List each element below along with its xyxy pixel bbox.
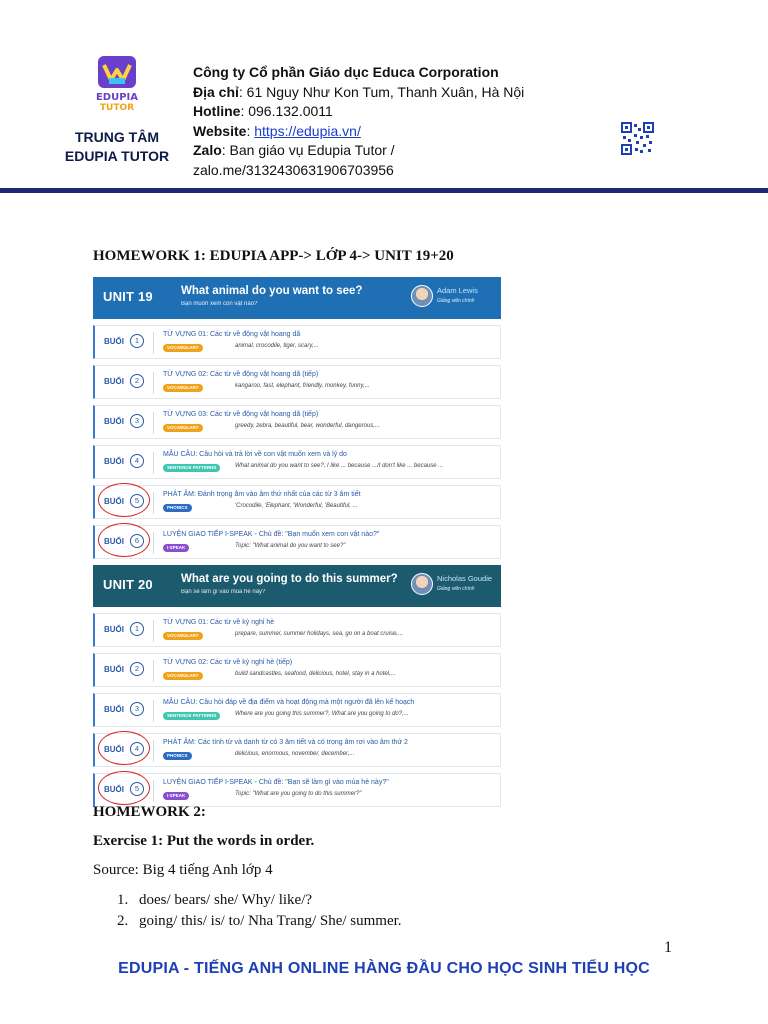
lesson-tag: VOCABULARY bbox=[163, 344, 203, 352]
lesson-tag: VOCABULARY bbox=[163, 672, 203, 680]
lesson-divider bbox=[153, 452, 154, 474]
exercise-items bbox=[117, 890, 402, 932]
header-divider bbox=[0, 188, 768, 193]
lesson-description: greedy, zebra, beautiful, bear, wonderful, dangerous,... bbox=[235, 423, 380, 429]
red-circle-annotation bbox=[98, 731, 150, 765]
lesson-row[interactable] bbox=[93, 773, 501, 807]
lesson-number: 3 bbox=[130, 702, 144, 716]
red-circle-annotation bbox=[98, 771, 150, 805]
hotline-line: Hotline: 096.132.0011 bbox=[193, 103, 333, 119]
lesson-row[interactable] bbox=[93, 653, 501, 687]
company-name: Công ty Cổ phần Giáo dục Educa Corporation bbox=[193, 64, 499, 80]
lesson-title: TỪ VỰNG 03: Các từ về động vật hoang dã (tiếp) bbox=[163, 411, 319, 418]
lesson-divider bbox=[153, 412, 154, 434]
list-item: 2. going/ this/ is/ to/ Nha Trang/ She/ summer. bbox=[117, 913, 402, 929]
lesson-buoi-label: BUỔI bbox=[104, 417, 124, 426]
svg-text:TUTOR: TUTOR bbox=[99, 103, 135, 113]
lesson-title: MẪU CÂU: Câu hỏi đáp về địa điểm và hoạt động mà một người đã lên kế hoạch bbox=[163, 699, 415, 706]
list-item: 1. does/ bears/ she/ Why/ like/? bbox=[117, 892, 313, 908]
lesson-divider bbox=[153, 372, 154, 394]
lesson-buoi-label: BUỔI bbox=[104, 497, 124, 506]
lesson-tag: VOCABULARY bbox=[163, 632, 203, 640]
lesson-description: Topic: "What are you going to do this summer?" bbox=[235, 791, 362, 797]
teacher-role: Giảng viên chính bbox=[437, 298, 475, 304]
lesson-number: 6 bbox=[130, 534, 144, 548]
lesson-title: MẪU CÂU: Câu hỏi và trả lời về con vật muốn xem và lý do bbox=[163, 451, 347, 458]
lesson-title: TỪ VỰNG 02: Các từ về kỳ nghỉ hè (tiếp) bbox=[163, 659, 293, 666]
lesson-description: animal, crocodile, tiger, scary,... bbox=[235, 343, 319, 349]
lesson-divider bbox=[153, 780, 154, 802]
unit-subtitle: Bạn sẽ làm gì vào mùa hè này? bbox=[181, 589, 266, 595]
lesson-title: TỪ VỰNG 01: Các từ về kỳ nghỉ hè bbox=[163, 619, 275, 626]
teacher-avatar bbox=[411, 285, 433, 307]
lesson-row[interactable] bbox=[93, 325, 501, 359]
unit-question: What animal do you want to see? bbox=[181, 285, 363, 297]
lesson-row[interactable] bbox=[93, 485, 501, 519]
lesson-tag: PHONICS bbox=[163, 752, 192, 760]
lesson-number: 4 bbox=[130, 742, 144, 756]
unit-label: UNIT 19 bbox=[103, 289, 153, 304]
lesson-description: What animal do you want to see?, I like ... because .../I don't like ... because ... bbox=[235, 463, 444, 469]
unit-header bbox=[93, 277, 501, 319]
lesson-buoi-label: BUỔI bbox=[104, 665, 124, 674]
unit-header bbox=[93, 565, 501, 607]
lesson-title: TỪ VỰNG 01: Các từ về động vật hoang dã bbox=[163, 331, 301, 338]
lesson-description: delicious, enormous, november, december,... bbox=[235, 751, 355, 757]
lesson-buoi-label: BUỔI bbox=[104, 745, 124, 754]
lesson-tag: SENTENCE PATTERNS bbox=[163, 712, 220, 720]
address-line: Địa chỉ: 61 Nguy Như Kon Tum, Thanh Xuân, Hà Nội bbox=[193, 83, 525, 100]
qr-code-icon bbox=[621, 122, 654, 155]
homework1-title: HOMEWORK 1: EDUPIA APP-> LỚP 4-> UNIT 19+20 bbox=[93, 248, 454, 264]
lesson-buoi-label: BUỔI bbox=[104, 705, 124, 714]
lesson-buoi-label: BUỔI bbox=[104, 785, 124, 794]
lesson-divider bbox=[153, 492, 154, 514]
lesson-description: build sandcastles, seafood, delicious, hotel, stay in a hotel,... bbox=[235, 671, 396, 677]
lesson-tag: PHONICS bbox=[163, 504, 192, 512]
lesson-number: 3 bbox=[130, 414, 144, 428]
teacher-name: Adam Lewis bbox=[437, 286, 478, 295]
zalo-link: zalo.me/3132430631906703956 bbox=[193, 161, 394, 178]
teacher-role: Giảng viên chính bbox=[437, 586, 475, 592]
red-circle-annotation bbox=[98, 523, 150, 557]
lesson-row[interactable] bbox=[93, 613, 501, 647]
lesson-divider bbox=[153, 700, 154, 722]
lesson-buoi-label: BUỔI bbox=[104, 337, 124, 346]
unit-question: What are you going to do this summer? bbox=[181, 573, 398, 585]
lesson-description: prepare, summer, summer holidays, sea, go on a boat cruise,... bbox=[235, 631, 404, 637]
lesson-title: PHÁT ÂM: Đánh trọng âm vào âm thứ nhất của các từ 3 âm tiết bbox=[163, 491, 361, 498]
page-number: 1 bbox=[664, 939, 672, 956]
lesson-divider bbox=[153, 660, 154, 682]
lesson-number: 2 bbox=[130, 662, 144, 676]
homework2-title: HOMEWORK 2: bbox=[93, 804, 206, 820]
unit-20-panel bbox=[93, 565, 501, 807]
lesson-divider bbox=[153, 532, 154, 554]
lesson-title: LUYỆN GIAO TIẾP I-SPEAK - Chủ đề: "Bạn sẽ làm gì vào mùa hè này?" bbox=[163, 779, 389, 786]
footer-slogan: EDUPIA - TIẾNG ANH ONLINE HÀNG ĐẦU CHO HỌC SINH TIỂU HỌC bbox=[118, 960, 650, 977]
lesson-row[interactable] bbox=[93, 525, 501, 559]
lesson-description: Where are you going this summer?, What are you going to do?,... bbox=[235, 711, 409, 717]
lesson-tag: SENTENCE PATTERNS bbox=[163, 464, 220, 472]
red-circle-annotation bbox=[98, 483, 150, 517]
lesson-number: 1 bbox=[130, 622, 144, 636]
lesson-description: Topic: "What animal do you want to see?" bbox=[235, 543, 346, 549]
company-info bbox=[193, 63, 593, 180]
lesson-row[interactable] bbox=[93, 365, 501, 399]
teacher-avatar bbox=[411, 573, 433, 595]
zalo-line: Zalo: Ban giáo vụ Edupia Tutor / bbox=[193, 142, 395, 158]
lesson-row[interactable] bbox=[93, 445, 501, 479]
source-line: Source: Big 4 tiếng Anh lớp 4 bbox=[93, 862, 273, 878]
lesson-divider bbox=[153, 740, 154, 762]
lesson-number: 1 bbox=[130, 334, 144, 348]
lesson-row[interactable] bbox=[93, 733, 501, 767]
lesson-number: 2 bbox=[130, 374, 144, 388]
website-line: Website: https://edupia.vn/ bbox=[193, 122, 361, 139]
lesson-row[interactable] bbox=[93, 405, 501, 439]
lesson-buoi-label: BUỔI bbox=[104, 377, 124, 386]
lesson-number: 4 bbox=[130, 454, 144, 468]
unit-subtitle: Bạn muốn xem con vật nào? bbox=[181, 301, 258, 307]
website-link[interactable]: https://edupia.vn/ bbox=[254, 122, 361, 139]
lesson-tag: I-SPEAK bbox=[163, 544, 189, 552]
lesson-row[interactable] bbox=[93, 693, 501, 727]
lesson-divider bbox=[153, 332, 154, 354]
lesson-tag: I-SPEAK bbox=[163, 792, 189, 800]
exercise1-heading: Exercise 1: Put the words in order. bbox=[93, 833, 315, 849]
unit-19-panel bbox=[93, 277, 501, 559]
lesson-description: kangaroo, fast, elephant, friendly, monkey, funny,... bbox=[235, 383, 370, 389]
teacher-name: Nicholas Goudie bbox=[437, 574, 493, 583]
svg-text:EDUPIA: EDUPIA bbox=[95, 92, 139, 103]
lesson-tag: VOCABULARY bbox=[163, 384, 203, 392]
lesson-buoi-label: BUỔI bbox=[104, 457, 124, 466]
unit-label: UNIT 20 bbox=[103, 577, 153, 592]
lesson-buoi-label: BUỔI bbox=[104, 537, 124, 546]
lesson-title: PHÁT ÂM: Các tính từ và danh từ có 3 âm tiết và có trọng âm rơi vào âm thứ 2 bbox=[163, 739, 408, 746]
lesson-title: LUYỆN GIAO TIẾP I-SPEAK - Chủ đề: "Bạn muốn xem con vật nào?" bbox=[163, 531, 380, 538]
center-name: TRUNG TÂM EDUPIA TUTOR bbox=[64, 129, 170, 164]
edupia-logo bbox=[93, 56, 141, 114]
lesson-description: 'Crocodile, 'Elephant, 'Wonderful, 'Beautiful, ... bbox=[235, 503, 358, 509]
lesson-divider bbox=[153, 620, 154, 642]
lesson-number: 5 bbox=[130, 782, 144, 796]
lesson-buoi-label: BUỔI bbox=[104, 625, 124, 634]
lesson-title: TỪ VỰNG 02: Các từ về động vật hoang dã (tiếp) bbox=[163, 371, 319, 378]
lesson-number: 5 bbox=[130, 494, 144, 508]
lesson-tag: VOCABULARY bbox=[163, 424, 203, 432]
